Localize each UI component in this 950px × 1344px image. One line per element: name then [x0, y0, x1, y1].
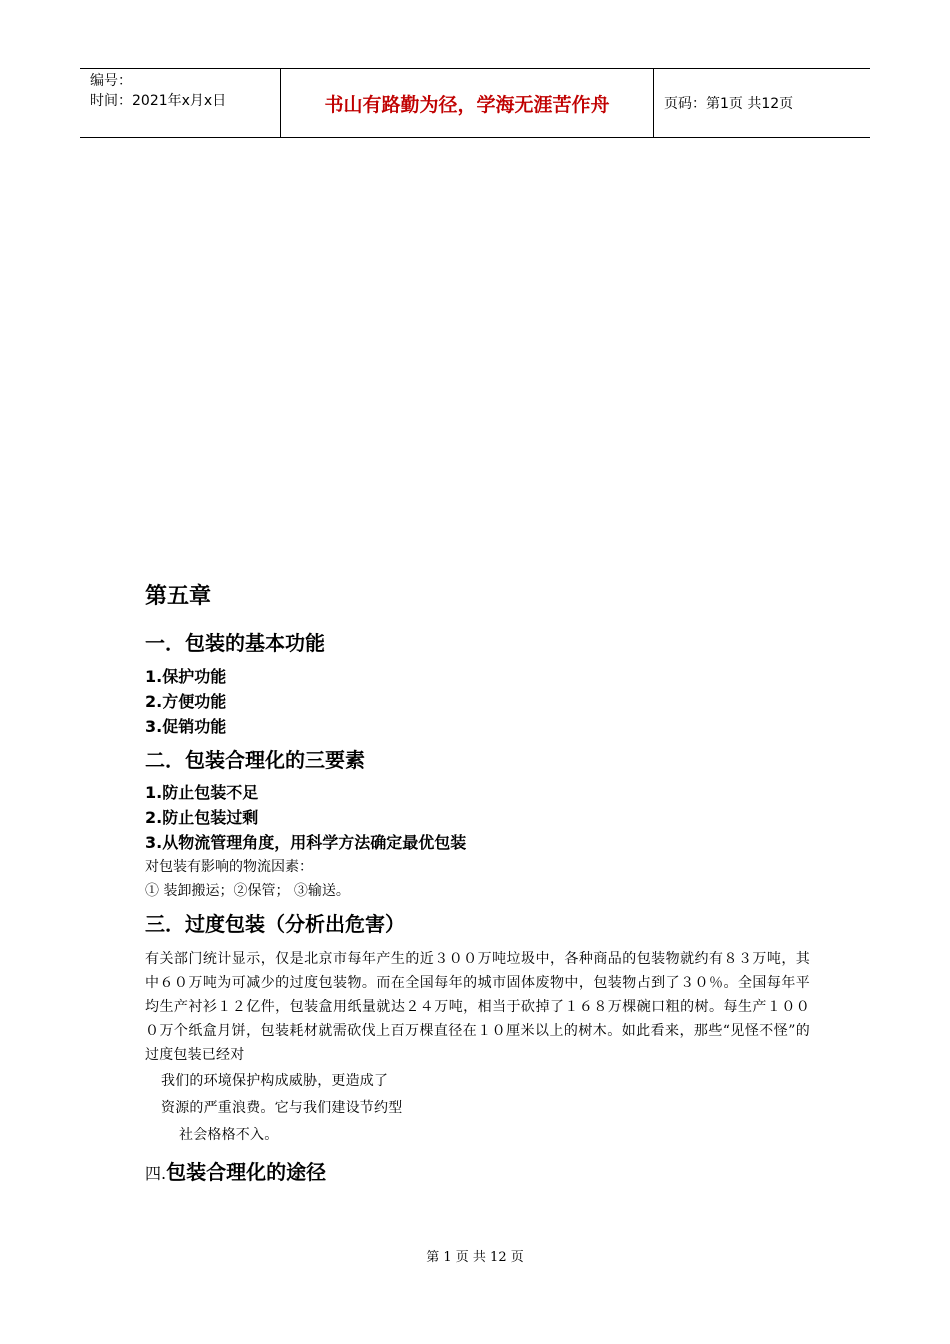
section-3-line: 我们的环境保护构成威胁，更造成了 — [161, 1073, 389, 1089]
page-footer: 第 1 页 共 12 页 — [426, 1250, 524, 1265]
date-label: 时间：2021年x月x日 — [90, 93, 227, 109]
section-2-title: 二．包装合理化的三要素 — [145, 748, 365, 772]
document-body — [145, 580, 810, 1189]
section-3-paragraph: 有关部门统计显示，仅是北京市每年产生的近３００万吨垃圾中，各种商品的包装物就约有８３万吨，其中６０万吨为可减少的过度包装物。而在全国每年的城市固体废物中，包装物占到了３０％。全国每年平均生产衬衫１２亿件，包装盒用纸量就达２４万吨，相当于砍掉了１６８万棵碗口粗的树。每生产１０００万个纸盒月饼，包装耗材就需砍伐上百万棵直径在１０厘米以上的树木。如此看来，那些“见怪不怪”的过度包装已经对 — [145, 951, 810, 1063]
section-1-item: 3.促销功能 — [145, 717, 227, 736]
section-2-note: 对包装有影响的物流因素： — [145, 859, 313, 875]
header-motto: 书山有路勤为径，学海无涯苦作舟 — [281, 69, 654, 137]
header-page-label: 页码：第1页 共12页 — [664, 96, 794, 112]
section-2-item: 3.从物流管理角度，用科学方法确定最优包装 — [145, 833, 467, 852]
section-1-item: 2.方便功能 — [145, 692, 227, 711]
section-2-item: 2.防止包装过剩 — [145, 808, 259, 827]
section-2-factors: ① 装卸搬运；②保管； ③输送。 — [145, 883, 350, 899]
section-3-line: 社会格格不入。 — [179, 1127, 279, 1143]
chapter-title: 第五章 — [145, 584, 212, 609]
section-3-line: 资源的严重浪费。它与我们建设节约型 — [161, 1100, 403, 1116]
section-4-number: 四. — [145, 1164, 167, 1183]
number-label: 编号： — [90, 73, 132, 89]
section-2-item: 1.防止包装不足 — [145, 783, 259, 802]
header-left-cell — [80, 69, 281, 137]
header-table — [80, 68, 870, 138]
section-4-heading — [145, 1157, 810, 1189]
section-4-title: 包装合理化的途径 — [166, 1160, 327, 1184]
section-1-item: 1.保护功能 — [145, 667, 227, 686]
section-3-title: 三．过度包装（分析出危害） — [145, 912, 405, 936]
section-1-title: 一．包装的基本功能 — [145, 631, 325, 655]
